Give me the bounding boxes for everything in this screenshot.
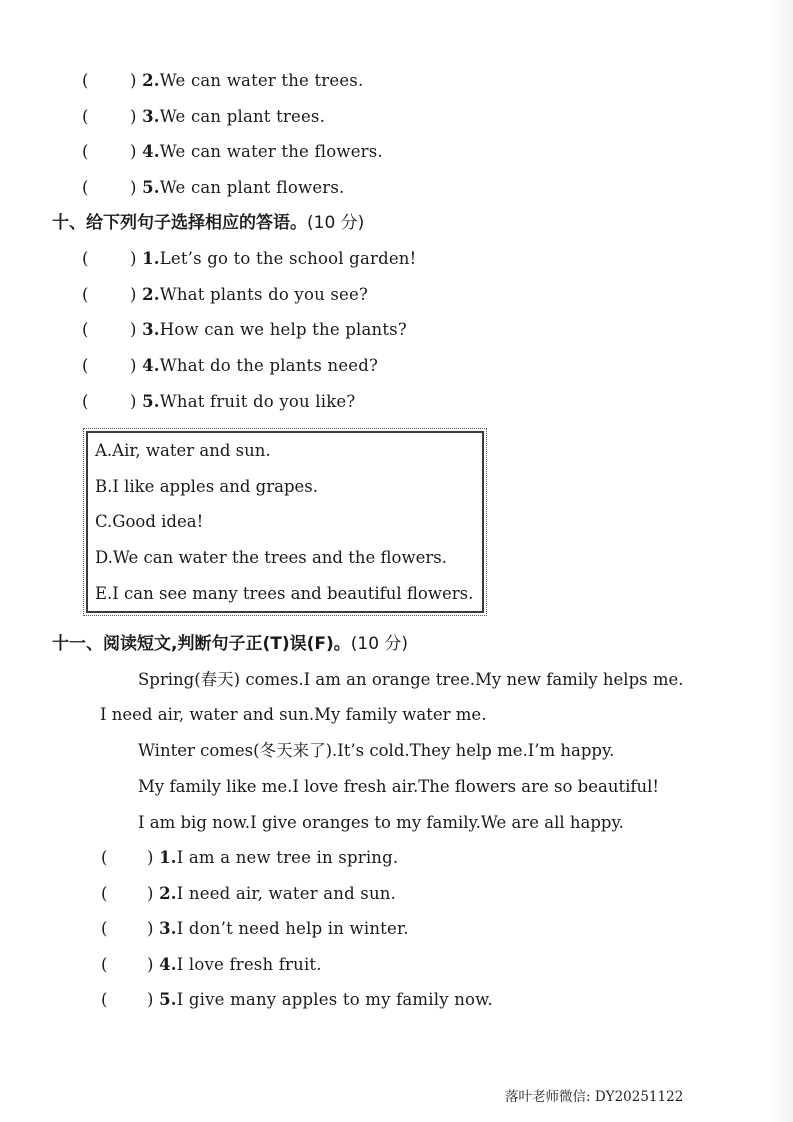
question-text: Let’s go to the school garden! <box>159 249 417 268</box>
answer-blank-close: ) 5.What fruit do you like? <box>130 392 356 411</box>
answer-blank-open[interactable]: ( <box>82 320 89 339</box>
option-d: D.We can water the trees and the flowers. <box>95 548 447 567</box>
section-10-heading <box>52 212 364 234</box>
question-number: 5. <box>159 990 177 1009</box>
question-text: We can water the flowers. <box>159 142 383 161</box>
footer-contact: 落叶老师微信: DY20251122 <box>505 1089 684 1105</box>
answer-blank-close: ) 2.We can water the trees. <box>130 71 364 90</box>
section-score: (10 分) <box>350 634 409 654</box>
question-text: What plants do you see? <box>159 285 368 304</box>
answer-blank-open[interactable]: ( <box>101 884 108 903</box>
question-number: 4. <box>159 955 177 974</box>
question-number: 4. <box>142 142 160 161</box>
answer-blank-close: ) 1.Let’s go to the school garden! <box>130 249 417 268</box>
answer-blank-open[interactable]: ( <box>82 71 89 90</box>
answer-blank-open[interactable]: ( <box>82 249 89 268</box>
answer-blank-close: ) 3.I don’t need help in winter. <box>147 919 409 938</box>
answer-blank-close: ) 2.I need air, water and sun. <box>147 884 397 903</box>
question-text: We can water the trees. <box>159 71 364 90</box>
passage-line-1: Spring(春天) comes.I am an orange tree.My new family helps me. <box>138 670 684 689</box>
passage-line-5: I am big now.I give oranges to my family.We are all happy. <box>138 813 624 832</box>
question-number: 2. <box>142 285 160 304</box>
question-text: I love fresh fruit. <box>176 955 322 974</box>
question-text: We can plant trees. <box>159 107 326 126</box>
question-number: 5. <box>142 178 160 197</box>
question-number: 5. <box>142 392 160 411</box>
answer-blank-close: ) 5.I give many apples to my family now. <box>147 990 493 1009</box>
option-b: B.I like apples and grapes. <box>95 477 319 496</box>
question-text: What do the plants need? <box>159 356 379 375</box>
section-title: 十一、阅读短文,判断句子正(T)误(F)。 <box>52 634 351 654</box>
question-text: I need air, water and sun. <box>176 884 397 903</box>
option-c: C.Good idea! <box>95 512 204 531</box>
question-number: 1. <box>159 848 177 867</box>
answer-blank-close: ) 3.How can we help the plants? <box>130 320 407 339</box>
answer-blank-close: ) 1.I am a new tree in spring. <box>147 848 399 867</box>
passage-line-2: I need air, water and sun.My family water me. <box>100 705 487 724</box>
question-number: 4. <box>142 356 160 375</box>
answer-blank-close: ) 5.We can plant flowers. <box>130 178 345 197</box>
answer-blank-open[interactable]: ( <box>82 356 89 375</box>
answer-blank-open[interactable]: ( <box>82 285 89 304</box>
answer-blank-close: ) 3.We can plant trees. <box>130 107 326 126</box>
answer-blank-open[interactable]: ( <box>82 107 89 126</box>
answer-blank-open[interactable]: ( <box>101 848 108 867</box>
question-number: 2. <box>159 884 177 903</box>
option-e: E.I can see many trees and beautiful flowers. <box>95 584 474 603</box>
question-text: I am a new tree in spring. <box>176 848 399 867</box>
page-edge-shadow <box>771 0 793 1122</box>
question-number: 3. <box>159 919 177 938</box>
section-11-heading <box>52 633 408 655</box>
question-number: 1. <box>142 249 160 268</box>
option-a: A.Air, water and sun. <box>95 441 271 460</box>
answer-blank-open[interactable]: ( <box>101 919 108 938</box>
section-title: 十、给下列句子选择相应的答语。 <box>52 213 307 233</box>
question-text: What fruit do you like? <box>159 392 356 411</box>
question-number: 3. <box>142 320 160 339</box>
section-score: (10 分) <box>307 213 365 233</box>
answer-blank-open[interactable]: ( <box>101 990 108 1009</box>
answer-blank-open[interactable]: ( <box>82 392 89 411</box>
question-text: We can plant flowers. <box>159 178 345 197</box>
answer-blank-open[interactable]: ( <box>101 955 108 974</box>
passage-line-4: My family like me.I love fresh air.The flowers are so beautiful! <box>138 777 660 796</box>
question-text: How can we help the plants? <box>159 320 407 339</box>
answer-blank-open[interactable]: ( <box>82 142 89 161</box>
passage-line-3: Winter comes(冬天来了).It’s cold.They help me.I’m happy. <box>138 741 615 760</box>
answer-blank-open[interactable]: ( <box>82 178 89 197</box>
answer-blank-close: ) 4.I love fresh fruit. <box>147 955 322 974</box>
answer-blank-close: ) 4.We can water the flowers. <box>130 142 383 161</box>
question-number: 3. <box>142 107 160 126</box>
answer-blank-close: ) 2.What plants do you see? <box>130 285 368 304</box>
question-text: I don’t need help in winter. <box>176 919 409 938</box>
question-text: I give many apples to my family now. <box>176 990 493 1009</box>
answer-blank-close: ) 4.What do the plants need? <box>130 356 379 375</box>
question-number: 2. <box>142 71 160 90</box>
